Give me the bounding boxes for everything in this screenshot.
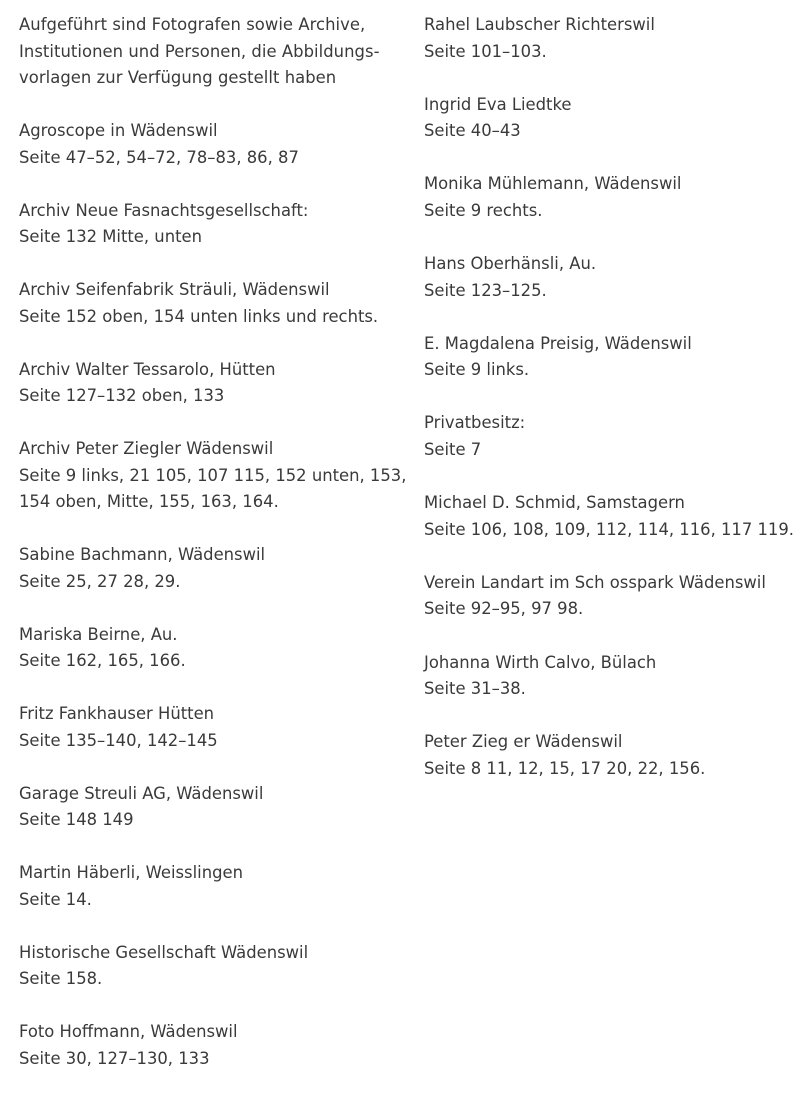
credit-pages: Seite 158. [19, 969, 103, 988]
credit-name: Privatbesitz: [424, 413, 526, 433]
credit-entry [19, 622, 409, 675]
credit-name: Garage Streuli AG, Wädenswil [19, 783, 264, 803]
credit-pages: Seite 135–140, 142–145 [19, 730, 218, 750]
left-column [19, 12, 409, 1099]
intro-text: Aufgeführt sind Fotografen sowie Archive, Institutionen und Personen, die Abbildungs- vorlagen zur Verfügung gestellt haben [19, 15, 380, 87]
credit-pages: Seite 25, 27 28, 29. [19, 571, 181, 591]
credit-pages: Seite 7 [424, 439, 482, 459]
credit-name: Monika Mühlemann, Wädenswil [424, 174, 682, 194]
credit-entry [424, 251, 796, 304]
right-column [424, 12, 796, 809]
credit-pages: Seite 92–95, 97 98. [424, 599, 584, 619]
credit-pages: Seite 47–52, 54–72, 78–83, 86, 87 [19, 147, 299, 167]
credit-entry [424, 331, 796, 384]
credit-pages: Seite 40–43 [424, 121, 521, 141]
credit-name: Foto Hoffmann, Wädenswil [19, 1022, 238, 1041]
credit-pages: Seite 14. [19, 889, 92, 909]
credit-name: E. Magdalena Preisig, Wädenswil [424, 333, 692, 353]
credit-name: Historische Gesellschaft Wädenswil [19, 942, 309, 962]
credit-pages: Seite 106, 108, 109, 112, 114, 116, 117 119. [424, 519, 794, 539]
credit-pages: Seite 152 oben, 154 unten links und rechts. [19, 306, 379, 326]
credit-pages: Seite 9 links. [424, 360, 530, 380]
credit-name: Johanna Wirth Calvo, Bülach [424, 652, 657, 672]
credit-entry [19, 781, 409, 834]
credit-pages: Seite 9 rechts. [424, 200, 543, 220]
credit-pages: Seite 162, 165, 166. [19, 651, 186, 670]
credit-entry [424, 92, 796, 145]
credit-entry [424, 12, 796, 65]
credit-name: Mariska Beirne, Au. [19, 624, 178, 644]
credit-entry [424, 729, 796, 782]
credit-name: Archiv Peter Ziegler Wädenswil [19, 439, 274, 458]
credit-pages: Seite 123–125. [424, 280, 547, 300]
credit-entry [19, 940, 409, 993]
credit-entry [424, 410, 796, 463]
credit-entry [19, 860, 409, 913]
credit-name: Archiv Walter Tessarolo, Hütten [19, 359, 276, 379]
credit-entry [19, 357, 409, 410]
credit-pages: Seite 8 11, 12, 15, 17 20, 22, 156. [424, 758, 706, 778]
credit-name: Martin Häberli, Weisslingen [19, 863, 243, 882]
credit-name: Rahel Laubscher Richterswil [424, 15, 655, 34]
credit-entry [424, 490, 796, 543]
credit-entry [19, 1019, 409, 1072]
credit-name: Agroscope in Wädenswil [19, 121, 218, 140]
credit-name: Sabine Bachmann, Wädenswil [19, 545, 266, 564]
credit-entry [19, 701, 409, 754]
credit-entry [19, 277, 409, 330]
credit-name: Fritz Fankhauser Hütten [19, 704, 215, 723]
credit-pages: Seite 132 Mitte, unten [19, 227, 202, 246]
credit-name: Hans Oberhänsli, Au. [424, 254, 597, 274]
credit-entry [19, 198, 409, 251]
credit-entry [19, 436, 409, 516]
credit-pages: Seite 148 149 [19, 810, 134, 829]
credit-name: Archiv Neue Fasnachtsgesellschaft: [19, 200, 309, 220]
credit-entry [19, 542, 409, 595]
credit-pages: Seite 127–132 oben, 133 [19, 386, 225, 405]
credit-entry [424, 570, 796, 623]
credit-name: Verein Landart im Sch osspark Wädenswil [424, 572, 766, 592]
credit-name: Peter Zieg er Wädenswil [424, 732, 623, 752]
credit-name: Archiv Seifenfabrik Sträuli, Wädenswil [19, 280, 330, 299]
credit-entry [424, 171, 796, 224]
credit-entry [424, 650, 796, 703]
credit-pages: Seite 31–38. [424, 679, 526, 698]
credit-pages: Seite 101–103. [424, 41, 547, 61]
credit-pages: Seite 9 links, 21 105, 107 115, 152 unten, 153, 154 oben, Mitte, 155, 163, 164. [19, 465, 407, 511]
credit-name: Michael D. Schmid, Samstagern [424, 493, 685, 513]
credit-name: Ingrid Eva Liedtke [424, 94, 572, 114]
credit-entry [19, 118, 409, 171]
credit-pages: Seite 30, 127–130, 133 [19, 1048, 210, 1068]
